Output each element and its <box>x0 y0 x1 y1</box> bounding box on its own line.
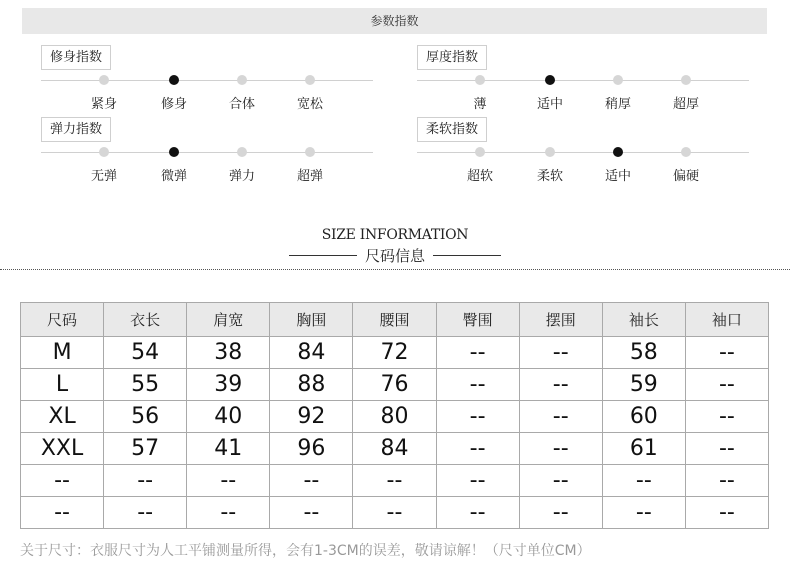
table-cell: 92 <box>270 401 353 433</box>
table-cell: M <box>21 337 104 369</box>
param-thickness <box>417 45 757 112</box>
param-option <box>280 75 340 112</box>
table-cell: 60 <box>602 401 685 433</box>
option-label: 弹力 <box>228 169 255 184</box>
param-option <box>656 75 716 112</box>
option-dot <box>305 147 315 157</box>
size-table-header-row <box>21 303 769 337</box>
title-rule-right <box>433 255 501 256</box>
table-row <box>21 369 769 401</box>
table-cell: -- <box>436 497 519 529</box>
table-cell: -- <box>685 369 768 401</box>
header-cell: 腰围 <box>353 303 436 337</box>
table-cell: 56 <box>104 401 187 433</box>
table-cell: -- <box>270 465 353 497</box>
option-label: 合体 <box>228 97 255 112</box>
option-dot <box>613 75 623 85</box>
table-cell: -- <box>353 465 436 497</box>
title-rule-left <box>289 255 357 256</box>
table-row <box>21 497 769 529</box>
option-label: 超软 <box>466 169 493 184</box>
table-cell: -- <box>685 401 768 433</box>
table-cell: -- <box>270 497 353 529</box>
table-cell: -- <box>436 433 519 465</box>
table-cell: 57 <box>104 433 187 465</box>
option-dot-selected <box>545 75 555 85</box>
table-cell: -- <box>519 433 602 465</box>
header-cell: 摆围 <box>519 303 602 337</box>
option-label: 紧身 <box>90 97 117 112</box>
table-cell: -- <box>519 465 602 497</box>
size-table <box>20 302 769 529</box>
table-cell: 80 <box>353 401 436 433</box>
header-cell: 尺码 <box>21 303 104 337</box>
option-dot <box>99 75 109 85</box>
param-option <box>588 75 648 112</box>
table-cell: 41 <box>187 433 270 465</box>
param-option <box>74 147 134 184</box>
param-option <box>144 147 204 184</box>
param-fit <box>41 45 381 112</box>
option-dot <box>305 75 315 85</box>
option-dot-selected <box>169 147 179 157</box>
table-cell: -- <box>602 465 685 497</box>
table-cell: 59 <box>602 369 685 401</box>
size-info-title-row <box>0 245 790 265</box>
size-info-title-en: SIZE INFORMATION <box>321 227 469 243</box>
table-cell: -- <box>519 369 602 401</box>
option-label: 稍厚 <box>604 97 631 112</box>
option-label: 修身 <box>160 97 187 112</box>
option-label: 超厚 <box>672 97 699 112</box>
table-cell: -- <box>21 465 104 497</box>
param-label: 柔软指数 <box>417 117 487 142</box>
table-cell: -- <box>519 337 602 369</box>
header-cell: 衣长 <box>104 303 187 337</box>
param-label: 弹力指数 <box>41 117 111 142</box>
param-option <box>212 147 272 184</box>
param-header-bar <box>22 8 767 34</box>
option-label: 偏硬 <box>672 169 699 184</box>
option-dot-selected <box>169 75 179 85</box>
param-option <box>144 75 204 112</box>
header-cell: 袖长 <box>602 303 685 337</box>
table-cell: XL <box>21 401 104 433</box>
table-cell: -- <box>685 497 768 529</box>
table-cell: -- <box>187 465 270 497</box>
table-cell: -- <box>104 465 187 497</box>
table-cell: 84 <box>353 433 436 465</box>
param-label: 修身指数 <box>41 45 111 70</box>
table-cell: -- <box>519 401 602 433</box>
table-cell: 40 <box>187 401 270 433</box>
table-cell: 38 <box>187 337 270 369</box>
param-option <box>656 147 716 184</box>
option-dot <box>545 147 555 157</box>
table-cell: -- <box>436 401 519 433</box>
option-label: 薄 <box>473 97 487 112</box>
table-cell: -- <box>685 337 768 369</box>
option-label: 超弹 <box>296 169 323 184</box>
table-cell: 54 <box>104 337 187 369</box>
table-cell: 61 <box>602 433 685 465</box>
table-cell: 96 <box>270 433 353 465</box>
header-cell: 胸围 <box>270 303 353 337</box>
option-dot <box>475 147 485 157</box>
table-cell: L <box>21 369 104 401</box>
param-elasticity <box>41 117 381 184</box>
header-cell: 袖口 <box>685 303 768 337</box>
dotted-divider <box>0 269 790 270</box>
option-label: 无弹 <box>90 169 117 184</box>
option-dot <box>681 75 691 85</box>
param-option <box>520 147 580 184</box>
header-cell: 肩宽 <box>187 303 270 337</box>
header-cell: 臀围 <box>436 303 519 337</box>
option-label: 宽松 <box>296 97 323 112</box>
table-cell: 84 <box>270 337 353 369</box>
table-cell: 55 <box>104 369 187 401</box>
param-option <box>450 75 510 112</box>
option-label: 柔软 <box>536 169 563 184</box>
param-option <box>588 147 648 184</box>
size-note: 关于尺寸：衣服尺寸为人工平铺测量所得，会有1-3CM的误差，敬请谅解！（尺寸单位CM） <box>20 543 591 559</box>
table-cell: -- <box>21 497 104 529</box>
table-cell: 76 <box>353 369 436 401</box>
option-dot <box>99 147 109 157</box>
param-option <box>450 147 510 184</box>
table-cell: -- <box>602 497 685 529</box>
size-info-title-cn: 尺码信息 <box>364 247 425 265</box>
table-cell: 39 <box>187 369 270 401</box>
option-label: 微弹 <box>160 169 187 184</box>
table-cell: -- <box>685 433 768 465</box>
option-dot <box>475 75 485 85</box>
table-cell: -- <box>104 497 187 529</box>
table-cell: -- <box>436 337 519 369</box>
param-option <box>520 75 580 112</box>
option-dot <box>237 75 247 85</box>
option-dot <box>681 147 691 157</box>
table-cell: 58 <box>602 337 685 369</box>
table-cell: -- <box>187 497 270 529</box>
param-option <box>74 75 134 112</box>
table-cell: XXL <box>21 433 104 465</box>
table-row <box>21 465 769 497</box>
param-label: 厚度指数 <box>417 45 487 70</box>
option-label: 适中 <box>604 169 631 184</box>
table-cell: 72 <box>353 337 436 369</box>
table-cell: -- <box>685 465 768 497</box>
table-row <box>21 433 769 465</box>
table-cell: -- <box>436 465 519 497</box>
param-header-title: 参数指数 <box>370 14 419 28</box>
param-option <box>212 75 272 112</box>
param-softness <box>417 117 757 184</box>
table-cell: 88 <box>270 369 353 401</box>
option-dot <box>237 147 247 157</box>
table-cell: -- <box>353 497 436 529</box>
table-row <box>21 337 769 369</box>
option-dot-selected <box>613 147 623 157</box>
param-option <box>280 147 340 184</box>
option-label: 适中 <box>536 97 563 112</box>
table-row <box>21 401 769 433</box>
table-cell: -- <box>436 369 519 401</box>
table-cell: -- <box>519 497 602 529</box>
